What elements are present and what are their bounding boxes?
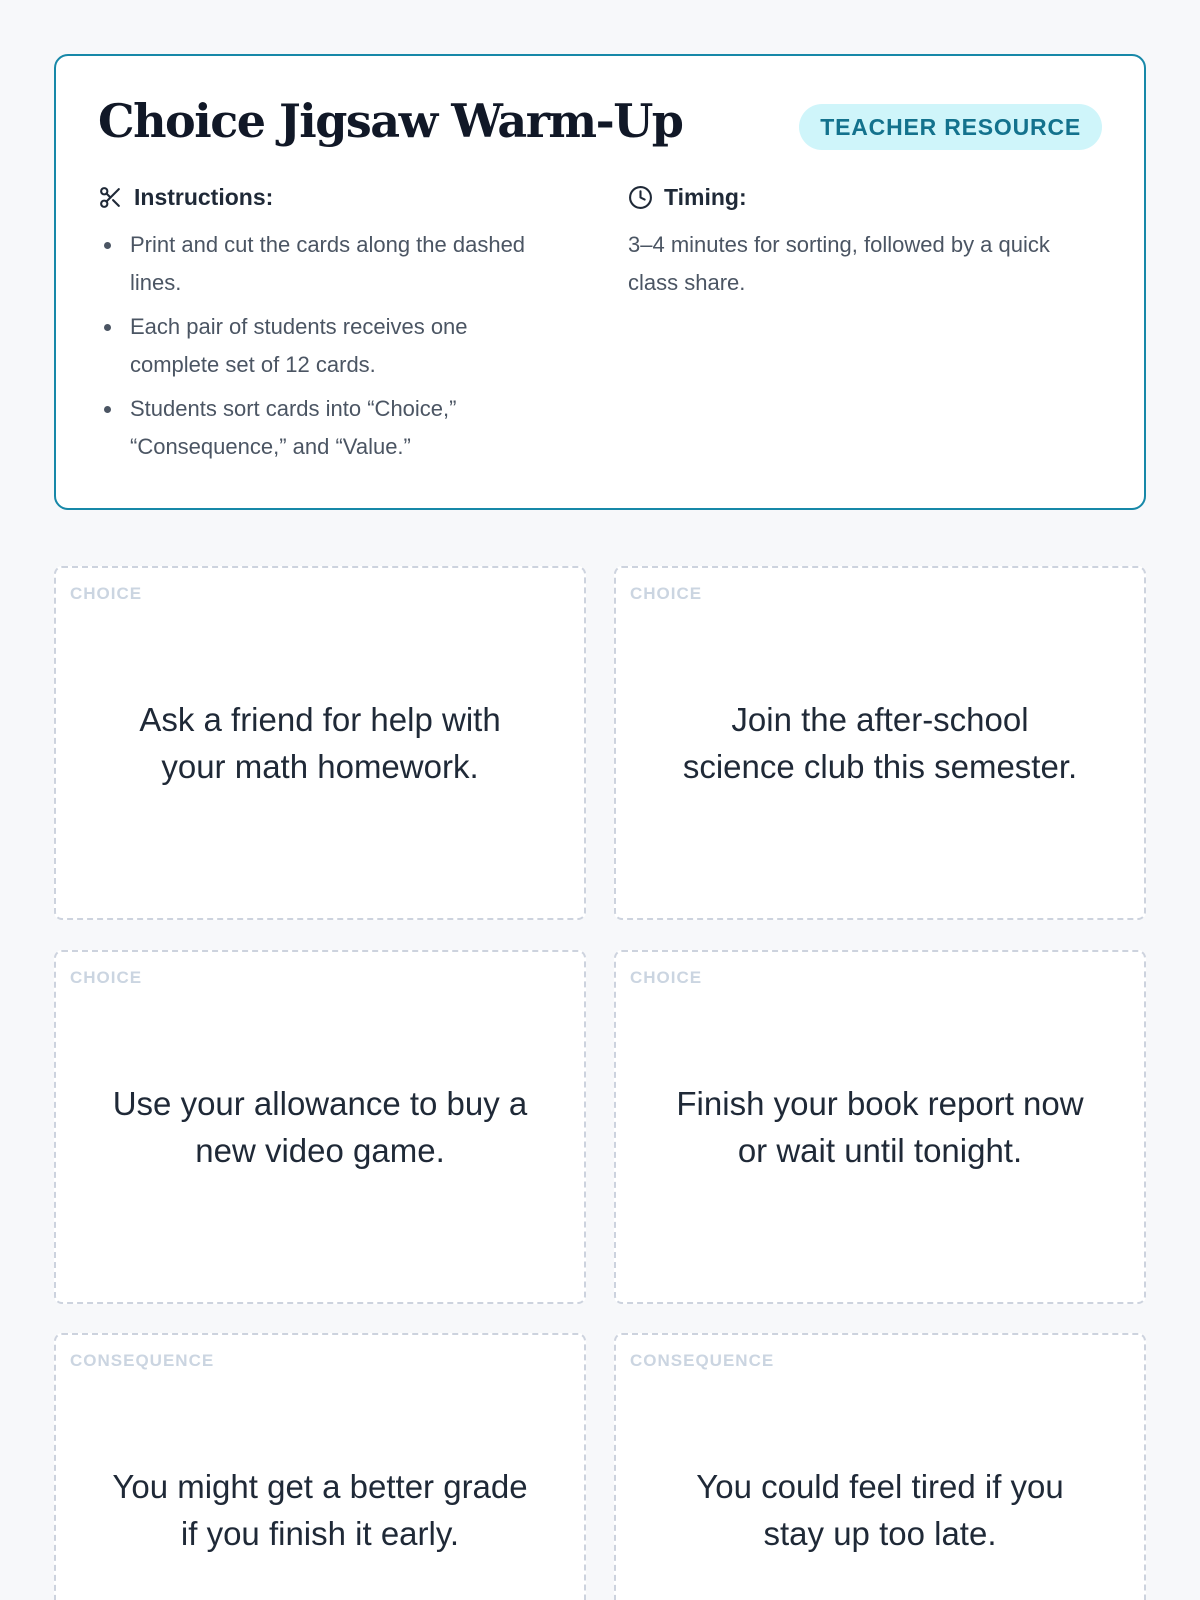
card-text: Finish your book report now or wait until tonight.: [676, 1085, 1084, 1169]
sort-card: [54, 566, 586, 920]
timing-text: 3–4 minutes for sorting, followed by a quick class share.: [628, 232, 1050, 295]
sort-card: [614, 950, 1146, 1304]
card-category: CONSEQUENCE: [70, 1351, 215, 1370]
instructions-heading: [98, 184, 273, 211]
card-text: You might get a better grade if you finish it early.: [112, 1468, 528, 1552]
teacher-resource-badge: TEACHER RESOURCE: [799, 104, 1102, 150]
resource-header-card: [54, 54, 1146, 510]
sort-card: [54, 1333, 586, 1600]
sort-card: [614, 1333, 1146, 1600]
instruction-item: Each pair of students receives one complete set of 12 cards.: [130, 308, 550, 384]
card-category: CHOICE: [70, 968, 143, 987]
instructions-label: Instructions:: [134, 184, 274, 210]
page-title: Choice Jigsaw Warm-Up: [98, 94, 683, 148]
card-text: Join the after-school science club this semester.: [682, 701, 1078, 785]
card-text: Use your allowance to buy a new video game.: [112, 1085, 528, 1169]
sort-card: [614, 566, 1146, 920]
card-text: Ask a friend for help with your math homework.: [139, 701, 501, 785]
card-grid: [54, 566, 1146, 1600]
sort-card: [54, 950, 586, 1304]
clock-icon: [628, 185, 653, 210]
card-category: CHOICE: [630, 584, 703, 603]
instruction-item: Students sort cards into “Choice,” “Consequence,” and “Value.”: [130, 390, 550, 466]
instructions-list: [130, 226, 550, 472]
card-category: CHOICE: [70, 584, 143, 603]
card-category: CHOICE: [630, 968, 703, 987]
instruction-item: Print and cut the cards along the dashed lines.: [130, 226, 550, 302]
card-text: You could feel tired if you stay up too late.: [696, 1468, 1064, 1552]
scissors-icon: [98, 185, 123, 210]
timing-heading: [628, 184, 747, 211]
timing-label: Timing:: [664, 184, 747, 210]
card-category: CONSEQUENCE: [630, 1351, 775, 1370]
